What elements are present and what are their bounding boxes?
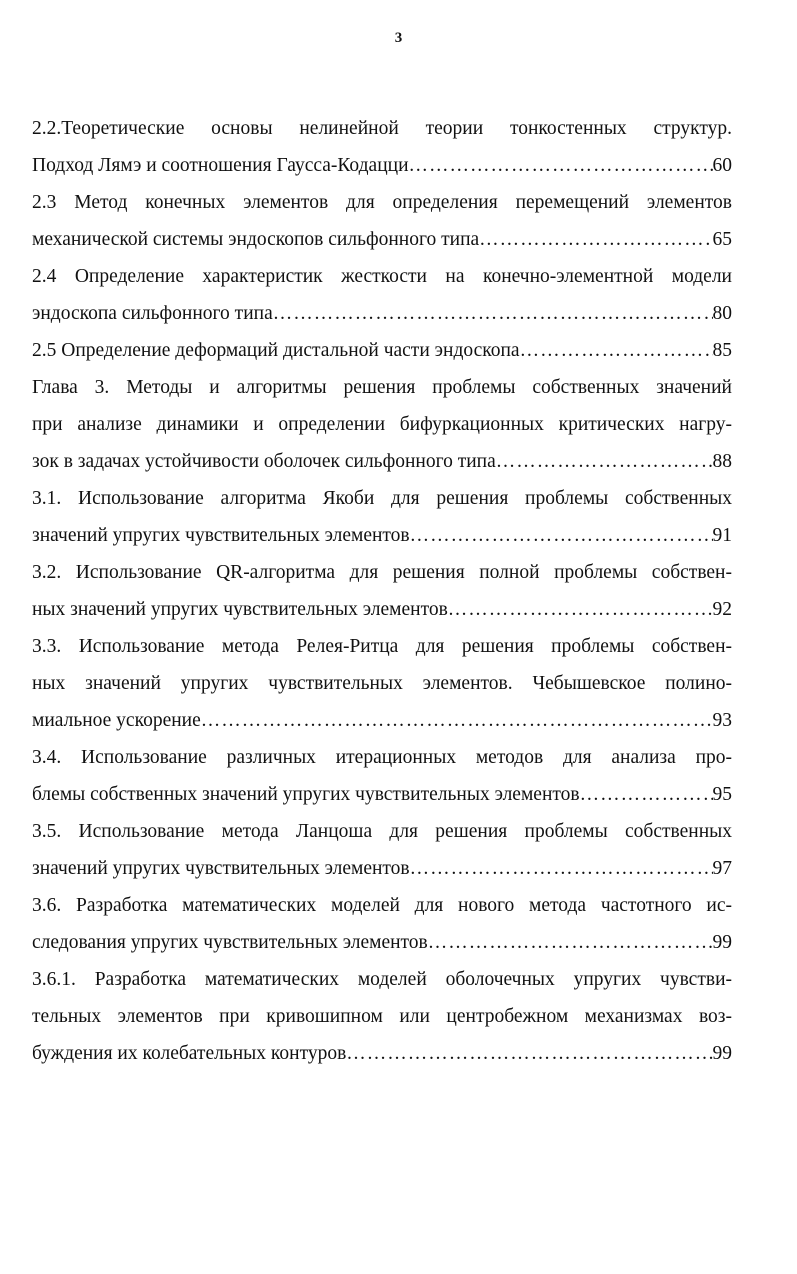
toc-entry-line: 3.6. Разработка математических моделей для нового метода частотного ис- bbox=[32, 895, 732, 916]
dot-leader bbox=[346, 1035, 712, 1072]
toc-entry-page: 60 bbox=[712, 155, 732, 176]
toc-entry-last-line bbox=[32, 850, 732, 887]
toc-entry-title: ных значений упругих чувствительных элементов bbox=[32, 599, 448, 620]
toc-entry-last-line bbox=[32, 221, 732, 258]
toc-entry-page: 97 bbox=[712, 858, 732, 879]
dot-leader bbox=[520, 332, 713, 369]
toc-entry bbox=[32, 961, 732, 1072]
toc-entry bbox=[32, 369, 732, 480]
toc-entry-page: 85 bbox=[712, 340, 732, 361]
dot-leader bbox=[410, 850, 713, 887]
toc-entry-last-line bbox=[32, 147, 732, 184]
toc-entry-last-line bbox=[32, 702, 732, 739]
toc-entry-last-line bbox=[32, 591, 732, 628]
toc-entry-line: 3.3. Использование метода Релея-Ритца для решения проблемы собствен- bbox=[32, 636, 732, 657]
toc-entry bbox=[32, 332, 732, 369]
toc-entry-page: 65 bbox=[712, 229, 732, 250]
toc-entry-last-line bbox=[32, 295, 732, 332]
dot-leader bbox=[273, 295, 713, 332]
toc-entry-line: 2.2.Теоретические основы нелинейной теории тонкостенных структур. bbox=[32, 118, 732, 139]
toc-entry-title: 2.5 Определение деформаций дистальной части эндоскопа bbox=[32, 340, 520, 361]
toc-entry-last-line bbox=[32, 924, 732, 961]
toc-entry bbox=[32, 813, 732, 887]
toc-entry bbox=[32, 554, 732, 628]
page-number: 3 bbox=[394, 30, 403, 46]
table-of-contents bbox=[32, 110, 732, 1072]
toc-entry-last-line bbox=[32, 332, 732, 369]
toc-entry bbox=[32, 887, 732, 961]
toc-entry-last-line bbox=[32, 776, 732, 813]
toc-entry-line: Глава 3. Методы и алгоритмы решения проблемы собственных значений bbox=[32, 377, 732, 398]
dot-leader bbox=[479, 221, 712, 258]
toc-entry bbox=[32, 184, 732, 258]
dot-leader bbox=[201, 702, 713, 739]
toc-entry-line: 3.1. Использование алгоритма Якоби для решения проблемы собственных bbox=[32, 488, 732, 509]
toc-entry-title: миальное ускорение bbox=[32, 710, 201, 731]
toc-entry-title: значений упругих чувствительных элементов bbox=[32, 858, 410, 879]
toc-entry-title: значений упругих чувствительных элементов bbox=[32, 525, 410, 546]
toc-entry bbox=[32, 110, 732, 184]
toc-entry-title: зок в задачах устойчивости оболочек сильфонного типа bbox=[32, 451, 496, 472]
toc-entry-line: 3.5. Использование метода Ланцоша для решения проблемы собственных bbox=[32, 821, 732, 842]
toc-entry-page: 99 bbox=[712, 932, 732, 953]
toc-entry-title: Подход Лямэ и соотношения Гаусса-Кодацци bbox=[32, 155, 409, 176]
toc-entry-line: 3.4. Использование различных итерационных методов для анализа про- bbox=[32, 747, 732, 768]
toc-entry-page: 95 bbox=[712, 784, 732, 805]
toc-entry-line: 3.2. Использование QR-алгоритма для решения полной проблемы собствен- bbox=[32, 562, 732, 583]
dot-leader bbox=[428, 924, 713, 961]
toc-entry-line: тельных элементов при кривошипном или центробежном механизмах воз- bbox=[32, 1006, 732, 1027]
toc-entry-last-line bbox=[32, 517, 732, 554]
dot-leader bbox=[580, 776, 713, 813]
toc-entry-page: 93 bbox=[712, 710, 732, 731]
toc-entry-page: 88 bbox=[712, 451, 732, 472]
dot-leader bbox=[448, 591, 713, 628]
toc-entry-title: механической системы эндоскопов сильфонного типа bbox=[32, 229, 480, 250]
toc-entry-line: 2.3 Метод конечных элементов для определения перемещений элементов bbox=[32, 192, 732, 213]
toc-entry-page: 91 bbox=[712, 525, 732, 546]
toc-entry-page: 92 bbox=[712, 599, 732, 620]
toc-entry-title: следования упругих чувствительных элементов bbox=[32, 932, 428, 953]
toc-entry-title: буждения их колебательных контуров bbox=[32, 1043, 347, 1064]
toc-entry bbox=[32, 739, 732, 813]
dot-leader bbox=[410, 517, 713, 554]
toc-entry-title: эндоскопа сильфонного типа bbox=[32, 303, 273, 324]
toc-entry-last-line bbox=[32, 443, 732, 480]
toc-entry-line: 3.6.1. Разработка математических моделей оболочечных упругих чувстви- bbox=[32, 969, 732, 990]
toc-entry-title: блемы собственных значений упругих чувствительных элементов bbox=[32, 784, 580, 805]
toc-entry-last-line bbox=[32, 1035, 732, 1072]
toc-entry-line: ных значений упругих чувствительных элементов. Чебышевское полино- bbox=[32, 673, 732, 694]
toc-entry bbox=[32, 480, 732, 554]
toc-entry-line: 2.4 Определение характеристик жесткости на конечно-элементной модели bbox=[32, 266, 732, 287]
toc-entry bbox=[32, 258, 732, 332]
toc-entry bbox=[32, 628, 732, 739]
dot-leader bbox=[496, 443, 713, 480]
toc-entry-line: при анализе динамики и определении бифуркационных критических нагру- bbox=[32, 414, 732, 435]
toc-entry-page: 80 bbox=[712, 303, 732, 324]
toc-entry-page: 99 bbox=[712, 1043, 732, 1064]
dot-leader bbox=[409, 147, 713, 184]
